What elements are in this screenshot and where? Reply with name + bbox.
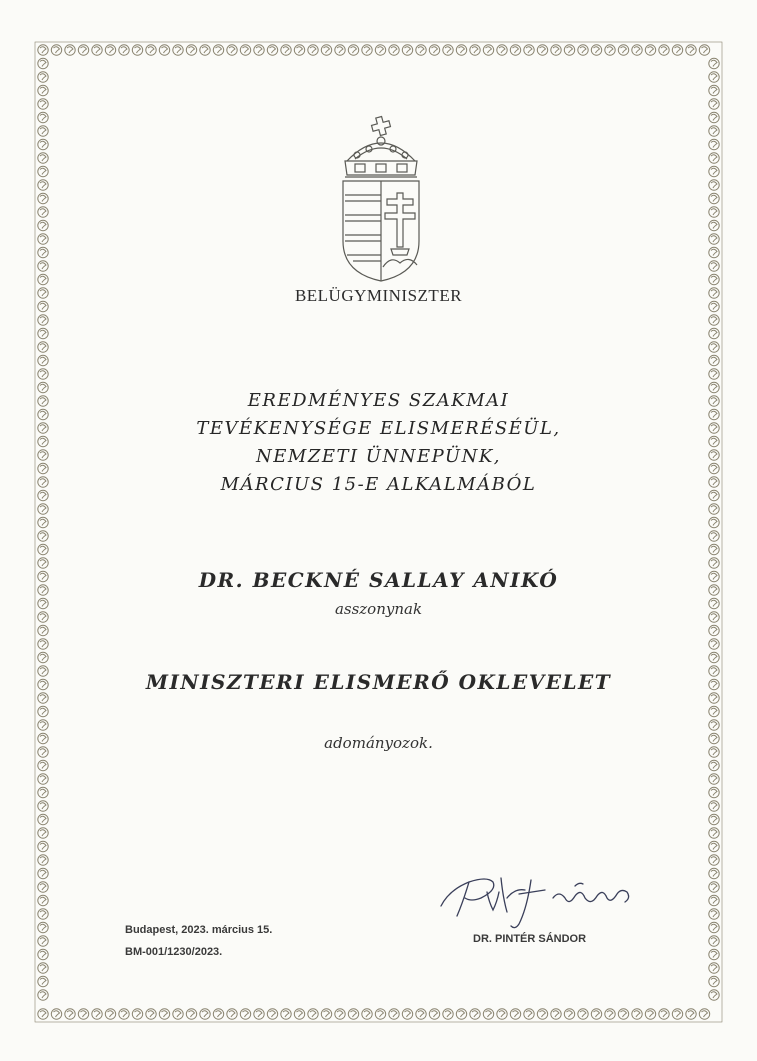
border-ornament [389,1009,399,1019]
border-ornament [281,45,291,55]
border-ornament [173,45,183,55]
border-ornament [709,882,719,892]
border-ornament [564,1009,574,1019]
border-ornament [605,1009,615,1019]
border-ornament [591,45,601,55]
border-ornament [632,1009,642,1019]
border-ornament [497,45,507,55]
border-ornament [564,45,574,55]
border-ornament [709,963,719,973]
border-ornament [709,922,719,932]
border-ornament [709,814,719,824]
dedication-line: TEVÉKENYSÉGE ELISMERÉSÉÜL, [196,418,561,439]
border-ornament [38,706,48,716]
border-ornament [709,234,719,244]
border-ornament [38,355,48,365]
border-ornament [483,45,493,55]
border-ornament [470,1009,480,1019]
border-ornament [159,45,169,55]
border-ornament [65,45,75,55]
border-ornament [402,1009,412,1019]
border-ornament [38,166,48,176]
border-ornament [362,1009,372,1019]
border-ornament [709,261,719,271]
border-ornament [709,828,719,838]
border-ornament [709,99,719,109]
border-ornament [38,814,48,824]
border-ornament [645,1009,655,1019]
border-ornament [38,315,48,325]
border-ornament [38,693,48,703]
border-ornament [709,531,719,541]
border-ornament [709,207,719,217]
border-ornament [456,45,466,55]
border-ornament [709,517,719,527]
award-verb: adományozok. [324,734,433,752]
border-ornament [186,45,196,55]
border-ornament [254,45,264,55]
border-ornament [38,153,48,163]
border-ornament [659,45,669,55]
border-ornament [173,1009,183,1019]
border-ornament [38,112,48,122]
border-ornament [709,801,719,811]
border-ornament [709,625,719,635]
border-ornament [65,1009,75,1019]
border-ornament [38,274,48,284]
border-ornament [51,45,61,55]
border-ornament [551,1009,561,1019]
border-ornament [38,504,48,514]
border-ornament [38,45,48,55]
border-ornament [38,139,48,149]
border-ornament [709,355,719,365]
border-ornament [709,328,719,338]
reference-number: BM-001/1230/2023. [125,946,223,958]
border-ornament [672,45,682,55]
border-ornament [38,882,48,892]
border-ornament [51,1009,61,1019]
border-ornament [709,841,719,851]
border-ornament [709,909,719,919]
border-ornament [38,369,48,379]
border-ornament [709,126,719,136]
border-ornament [38,247,48,257]
border-ornament [709,193,719,203]
border-ornament [335,45,345,55]
border-ornament [618,45,628,55]
border-ornament [709,558,719,568]
border-ornament [321,1009,331,1019]
dedication-line: NEMZETI ÜNNEPÜNK, [256,446,501,467]
border-ornament [709,652,719,662]
border-ornament [709,369,719,379]
border-ornament [709,72,719,82]
border-ornament [632,45,642,55]
border-ornament [213,45,223,55]
border-ornament [709,774,719,784]
border-ornament [281,1009,291,1019]
border-ornament [416,45,426,55]
border-ornament [429,1009,439,1019]
border-ornament [709,693,719,703]
border-ornament [308,45,318,55]
hungarian-coat-of-arms-icon [333,115,429,285]
border-ornament [38,261,48,271]
border-ornament [348,45,358,55]
border-ornament [119,45,129,55]
border-ornament [416,1009,426,1019]
border-ornament [618,1009,628,1019]
border-ornament [443,1009,453,1019]
border-ornament [38,639,48,649]
dedication-line: MÁRCIUS 15-E ALKALMÁBÓL [220,474,537,495]
border-ornament [78,1009,88,1019]
border-ornament [321,45,331,55]
border-ornament [227,45,237,55]
border-ornament [92,1009,102,1019]
border-ornament [497,1009,507,1019]
border-ornament [709,976,719,986]
border-ornament [709,247,719,257]
border-ornament [709,139,719,149]
border-ornament [537,45,547,55]
border-ornament [38,868,48,878]
border-ornament [105,45,115,55]
border-ornament [38,963,48,973]
dedication-line: EREDMÉNYES SZAKMAI [247,390,510,411]
border-ornament [645,45,655,55]
border-ornament [605,45,615,55]
border-ornament [537,1009,547,1019]
border-ornament [240,1009,250,1019]
border-ornament [132,45,142,55]
border-ornament [38,976,48,986]
border-ornament [38,774,48,784]
border-ornament [709,166,719,176]
border-ornament [709,936,719,946]
recipient-name: DR. BECKNÉ SALLAY ANIKÓ [198,568,559,592]
border-ornament [524,1009,534,1019]
border-ornament [267,1009,277,1019]
border-ornament [38,760,48,770]
border-ornament [105,1009,115,1019]
border-ornament [709,58,719,68]
border-ornament [38,58,48,68]
border-ornament [709,706,719,716]
border-ornament [709,868,719,878]
border-ornament [375,45,385,55]
border-ornament [709,760,719,770]
border-ornament [483,1009,493,1019]
border-ornament [38,85,48,95]
border-ornament [348,1009,358,1019]
border-ornament [38,220,48,230]
border-ornament [709,990,719,1000]
border-ornament [709,180,719,190]
border-ornament [551,45,561,55]
border-ornament [38,841,48,851]
border-ornament [709,949,719,959]
border-ornament [709,639,719,649]
border-ornament [709,85,719,95]
border-ornament [38,99,48,109]
handwritten-signature [435,868,645,934]
issuer-title: BELÜGYMINISZTER [294,286,463,305]
border-ornament [709,544,719,554]
border-ornament [38,342,48,352]
border-ornament [146,45,156,55]
border-ornament [335,1009,345,1019]
border-ornament [38,949,48,959]
border-ornament [92,45,102,55]
border-ornament [38,328,48,338]
border-ornament [699,45,709,55]
border-ornament [38,72,48,82]
border-ornament [240,45,250,55]
border-ornament [709,342,719,352]
dedication-text [0,387,757,499]
border-ornament [510,45,520,55]
border-ornament [456,1009,466,1019]
border-ornament [132,1009,142,1019]
border-ornament [510,1009,520,1019]
border-ornament [200,1009,210,1019]
border-ornament [709,855,719,865]
border-ornament [38,909,48,919]
border-ornament [38,625,48,635]
border-ornament [38,787,48,797]
border-ornament [254,1009,264,1019]
border-ornament [709,315,719,325]
border-ornament [38,801,48,811]
border-ornament [362,45,372,55]
border-ornament [227,1009,237,1019]
border-ornament [294,45,304,55]
border-ornament [308,1009,318,1019]
border-ornament [38,180,48,190]
border-ornament [375,1009,385,1019]
border-ornament [38,652,48,662]
border-ornament [200,45,210,55]
border-ornament [709,274,719,284]
border-ornament [429,45,439,55]
border-ornament [709,112,719,122]
border-ornament [267,45,277,55]
border-ornament [38,558,48,568]
border-ornament [470,45,480,55]
award-title: MINISZTERI ELISMERŐ OKLEVELET [145,670,612,694]
border-ornament [38,193,48,203]
border-ornament [709,720,719,730]
border-ornament [578,45,588,55]
border-ornament [443,45,453,55]
border-ornament [78,45,88,55]
border-ornament [709,220,719,230]
border-ornament [709,895,719,905]
border-ornament [38,1009,48,1019]
border-ornament [38,990,48,1000]
border-ornament [591,1009,601,1019]
border-ornament [186,1009,196,1019]
border-ornament [38,895,48,905]
border-ornament [38,720,48,730]
border-ornament [38,936,48,946]
border-ornament [578,1009,588,1019]
border-ornament [38,234,48,244]
border-ornament [389,45,399,55]
recipient-suffix: asszonynak [334,600,423,618]
border-ornament [213,1009,223,1019]
border-ornament [659,1009,669,1019]
border-ornament [709,787,719,797]
border-ornament [686,1009,696,1019]
border-ornament [146,1009,156,1019]
border-ornament [38,922,48,932]
border-ornament [38,517,48,527]
border-ornament [699,1009,709,1019]
border-ornament [38,126,48,136]
border-ornament [709,153,719,163]
signer-name: DR. PINTÉR SÁNDOR [473,933,587,945]
border-ornament [159,1009,169,1019]
border-ornament [402,45,412,55]
place-date: Budapest, 2023. március 15. [125,924,273,936]
border-ornament [524,45,534,55]
border-ornament [38,531,48,541]
border-ornament [119,1009,129,1019]
border-ornament [38,544,48,554]
border-ornament [686,45,696,55]
border-ornament [294,1009,304,1019]
border-ornament [38,207,48,217]
border-ornament [709,504,719,514]
border-ornament [672,1009,682,1019]
border-ornament [38,828,48,838]
border-ornament [38,855,48,865]
